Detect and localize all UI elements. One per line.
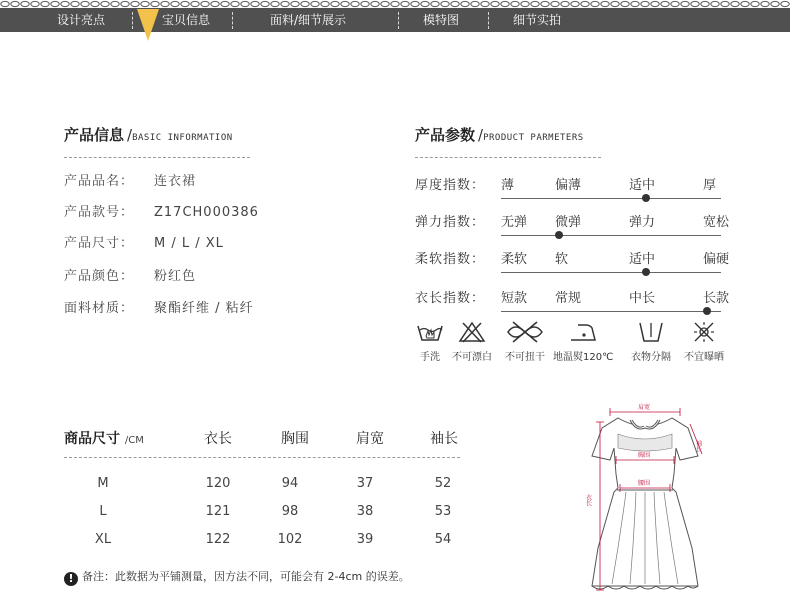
param-label: 弹力指数： — [415, 215, 486, 230]
param-scale-line — [501, 311, 721, 312]
params-heading: 产品参数 /PRODUCT PARMETERS — [415, 126, 584, 144]
care-iron-low — [553, 320, 613, 363]
table-cell: 39 — [356, 532, 374, 547]
nav-item-design[interactable]: 设计亮点 — [57, 13, 106, 27]
nav-active-marker — [137, 9, 159, 41]
param-option: 短款 — [501, 291, 528, 306]
care-separate — [621, 320, 681, 363]
info-value: 连衣裙 — [154, 174, 197, 189]
param-indicator — [703, 307, 711, 315]
param-option: 中长 — [629, 291, 656, 306]
info-row-name — [64, 170, 196, 189]
info-label: 产品尺寸： — [64, 236, 135, 251]
param-option: 长款 — [703, 291, 730, 306]
label-waist: 腰围 — [638, 480, 651, 487]
separate-wash-icon — [637, 320, 665, 344]
size-cell: XL — [94, 532, 112, 547]
table-cell: 94 — [281, 476, 299, 491]
param-option: 软 — [555, 252, 569, 267]
hand-wash-icon — [416, 320, 444, 344]
param-scale-line — [501, 198, 721, 199]
divider — [64, 157, 250, 158]
measurement-note — [64, 568, 410, 586]
care-no-bleach — [442, 320, 502, 363]
size-cell: M — [97, 476, 109, 491]
param-label: 衣长指数： — [415, 291, 486, 306]
col-header-length: 衣长 — [204, 431, 232, 447]
divider — [415, 157, 601, 158]
table-divider — [64, 457, 460, 458]
table-cell: 121 — [205, 504, 231, 519]
label-length: 衣长 — [584, 494, 592, 506]
info-label: 产品款号： — [64, 205, 135, 220]
info-row-color — [64, 265, 196, 284]
table-cell: 52 — [434, 476, 452, 491]
nav-separator — [232, 12, 233, 29]
param-label: 柔软指数： — [415, 252, 486, 267]
table-cell: 54 — [434, 532, 452, 547]
nav-separator — [488, 12, 489, 29]
note-text: 备注：此数据为平铺测量，因方法不同，可能会有 2-4cm 的误差。 — [82, 570, 410, 583]
label-sleeve: 袖长 — [694, 440, 702, 452]
info-value: Z17CH000386 — [154, 205, 259, 220]
size-cell: L — [99, 504, 107, 519]
care-label: 不宜曝晒 — [684, 352, 724, 363]
nav-item-fabric[interactable]: 面料/细节展示 — [270, 13, 347, 27]
param-option: 厚 — [703, 178, 717, 193]
param-row — [415, 174, 720, 210]
param-option: 弹力 — [629, 215, 656, 230]
param-option: 薄 — [501, 178, 515, 193]
table-cell: 120 — [205, 476, 231, 491]
table-cell: 122 — [205, 532, 231, 547]
param-option: 微弹 — [555, 215, 582, 230]
param-row — [415, 287, 730, 323]
param-row — [415, 211, 730, 247]
care-label: 手洗 — [420, 352, 440, 363]
table-cell: 38 — [356, 504, 374, 519]
dress-measurement-diagram — [580, 398, 710, 608]
size-table-title-text: 商品尺寸 — [64, 431, 120, 447]
info-row-size — [64, 232, 224, 251]
nav-item-model[interactable]: 模特图 — [423, 13, 460, 27]
table-cell: 37 — [356, 476, 374, 491]
care-label: 不可漂白 — [452, 352, 492, 363]
param-option: 柔软 — [501, 252, 528, 267]
col-header-shoulder: 肩宽 — [356, 431, 384, 447]
care-label: 地温熨120℃ — [553, 352, 614, 363]
info-row-sku — [64, 201, 259, 220]
care-label: 不可扭干 — [505, 352, 545, 363]
params-title: 产品参数 — [415, 126, 476, 144]
size-table-title — [64, 428, 144, 448]
info-value: M / L / XL — [154, 236, 224, 251]
param-indicator — [642, 194, 650, 202]
param-option: 适中 — [629, 252, 656, 267]
care-no-wring — [495, 320, 555, 363]
param-option: 常规 — [555, 291, 582, 306]
care-label: 衣物分隔 — [631, 352, 671, 363]
param-option: 适中 — [629, 178, 656, 193]
label-chest: 胸围 — [638, 452, 651, 459]
nav-separator — [398, 12, 399, 29]
top-nav — [0, 0, 790, 32]
nav-separator — [132, 12, 133, 29]
param-scale-line — [501, 235, 721, 236]
no-wring-icon — [505, 320, 545, 344]
nav-item-info[interactable]: 宝贝信息 — [162, 13, 211, 27]
param-option: 偏硬 — [703, 252, 730, 267]
chain-border — [0, 0, 790, 8]
col-header-sleeve: 袖长 — [430, 431, 458, 447]
param-option: 宽松 — [703, 215, 730, 230]
product-info-title: 产品信息 — [64, 126, 125, 144]
param-option: 偏薄 — [555, 178, 582, 193]
info-value: 聚酯纤维 / 粘纤 — [154, 301, 254, 316]
info-label: 面料材质： — [64, 301, 135, 316]
info-value: 粉红色 — [154, 269, 197, 284]
table-cell: 53 — [434, 504, 452, 519]
size-table-unit: /CM — [124, 435, 144, 446]
nav-item-details[interactable]: 细节实拍 — [513, 13, 562, 27]
param-indicator — [555, 231, 563, 239]
col-header-chest: 胸围 — [281, 431, 309, 447]
param-option: 无弹 — [501, 215, 528, 230]
label-shoulder: 肩宽 — [638, 404, 651, 411]
product-info-heading: 产品信息 /BASIC INFORMATION — [64, 126, 233, 144]
product-info-title-en: BASIC INFORMATION — [132, 133, 233, 143]
info-label: 产品品名： — [64, 174, 135, 189]
warning-icon: ! — [64, 572, 78, 586]
no-bleach-icon — [458, 320, 486, 344]
param-label: 厚度指数： — [415, 178, 486, 193]
table-cell: 102 — [277, 532, 303, 547]
no-sun-icon — [690, 320, 718, 344]
iron-low-icon — [568, 320, 598, 344]
table-cell: 98 — [281, 504, 299, 519]
param-indicator — [642, 268, 650, 276]
param-scale-line — [501, 272, 721, 273]
param-row — [415, 248, 730, 284]
nav-band — [0, 8, 790, 32]
params-title-en: PRODUCT PARMETERS — [483, 133, 584, 143]
care-no-sun — [674, 320, 734, 363]
info-row-material — [64, 297, 254, 316]
info-label: 产品颜色： — [64, 269, 135, 284]
